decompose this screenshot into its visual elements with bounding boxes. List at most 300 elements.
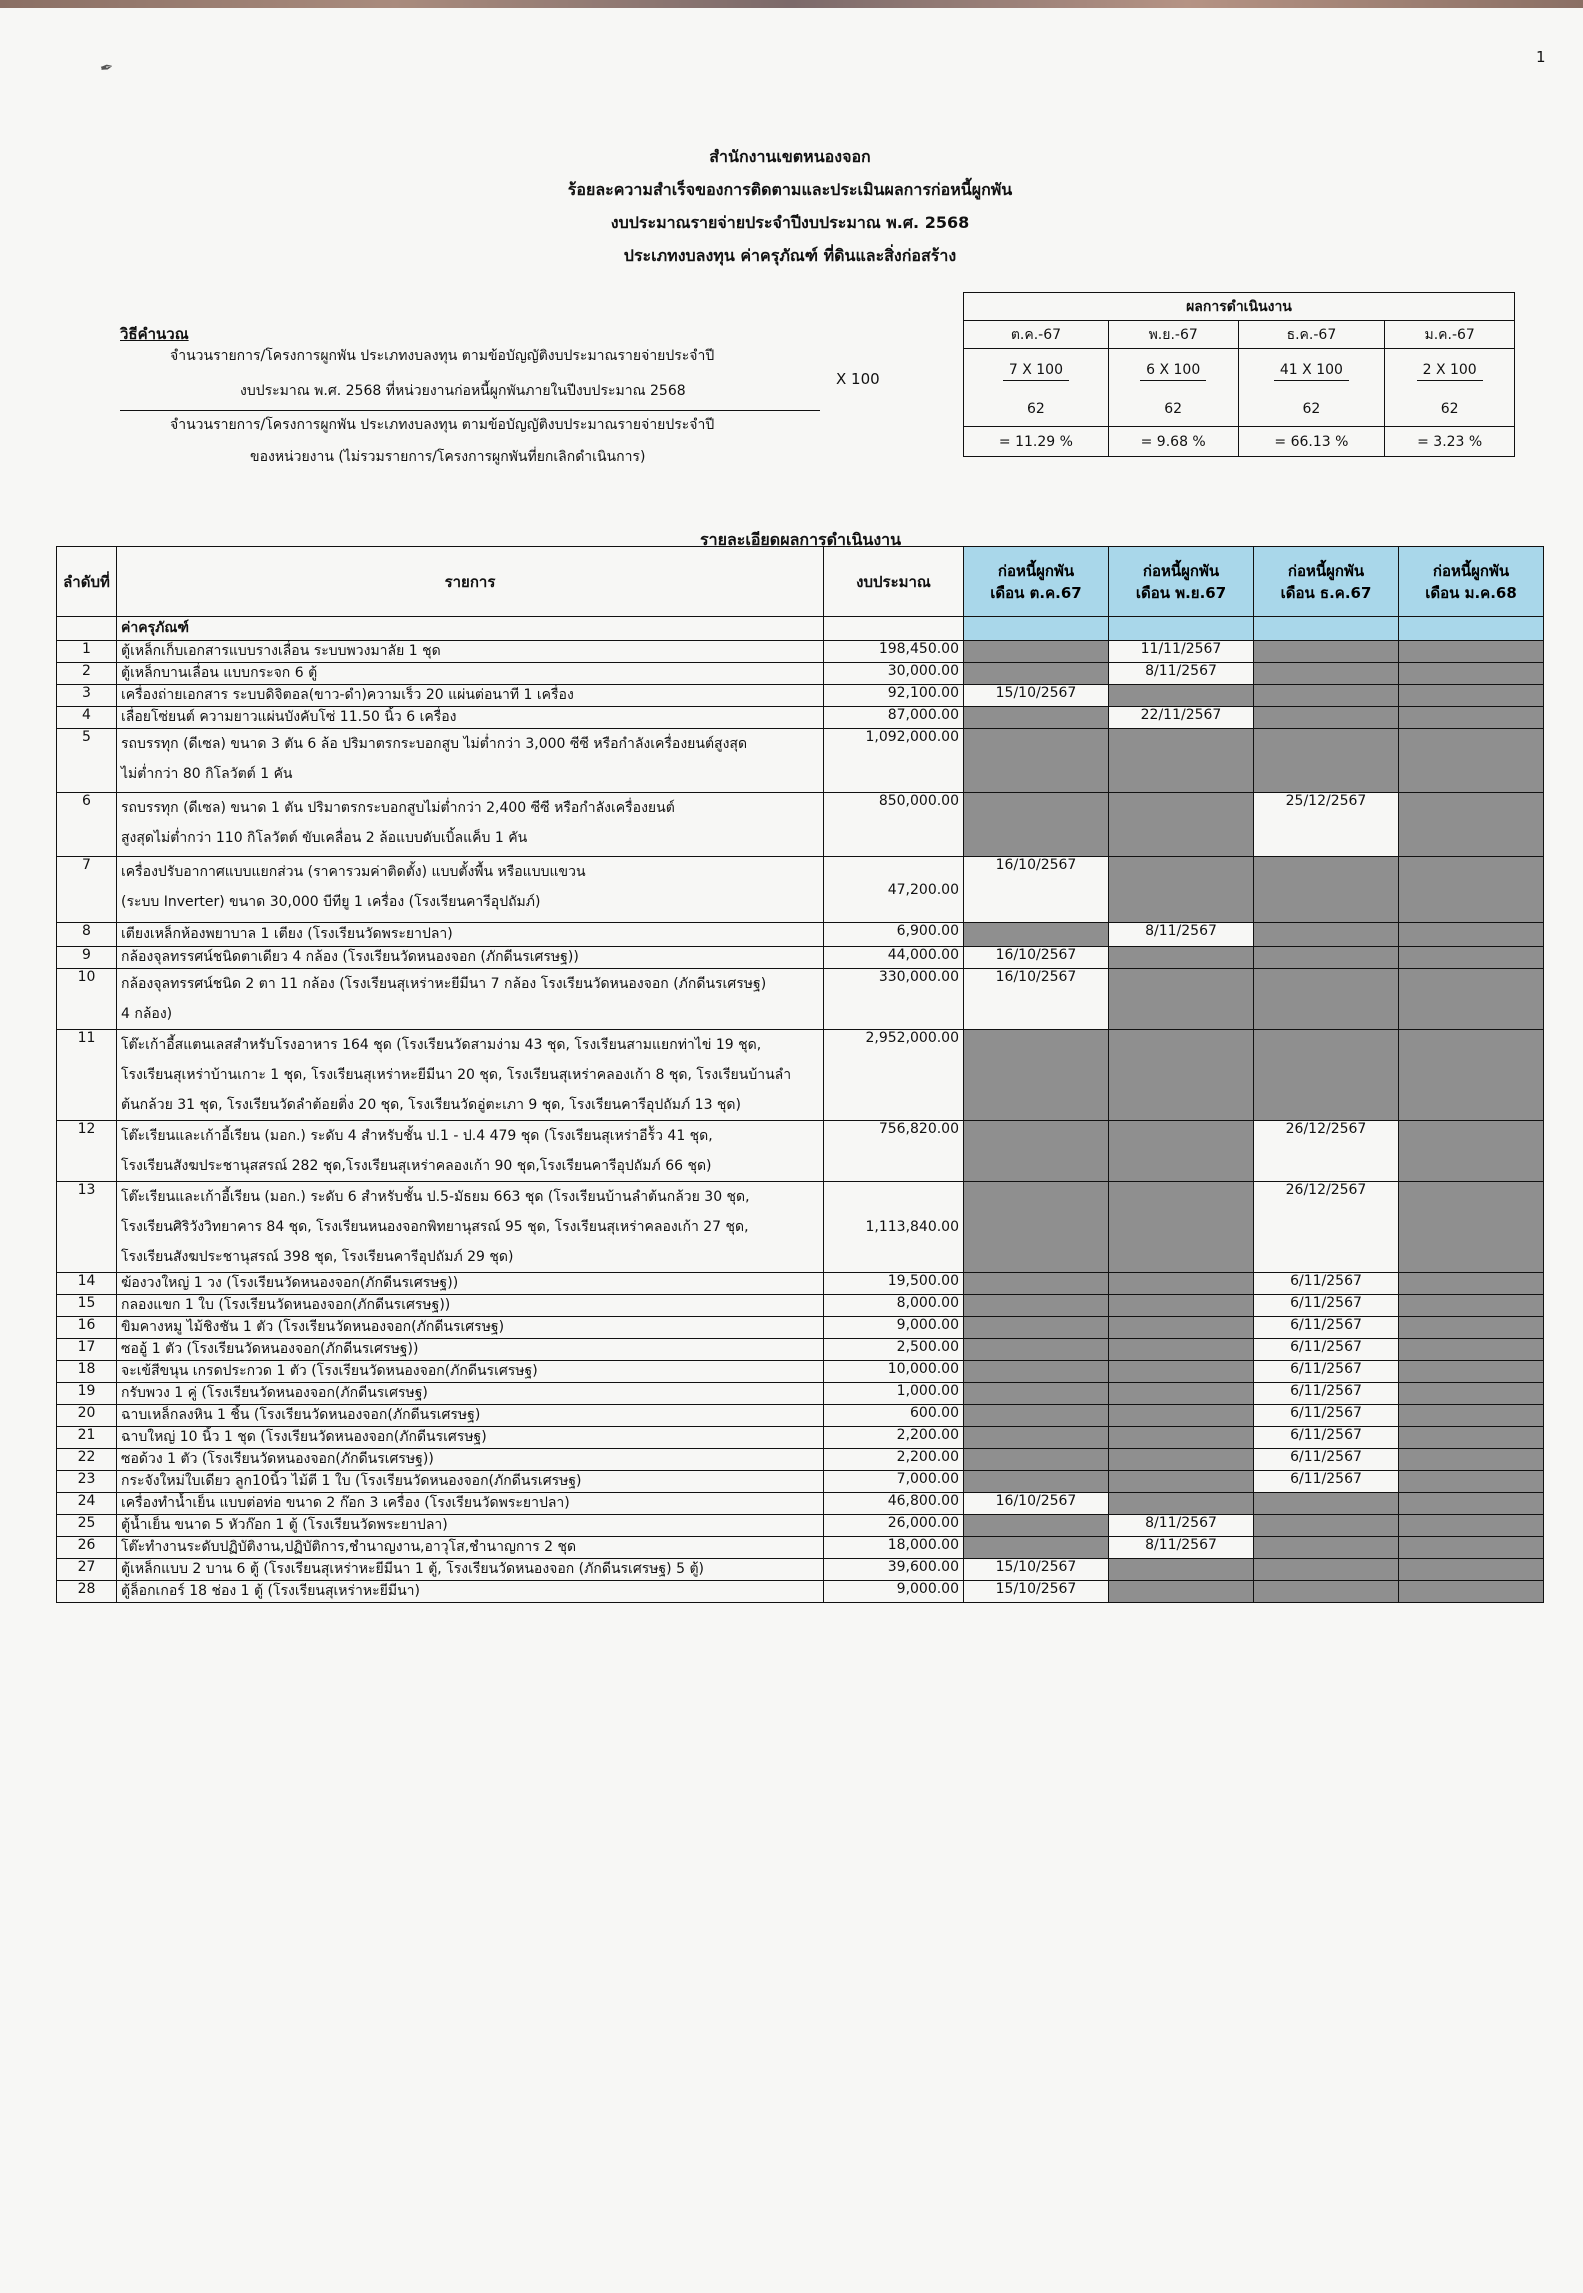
results-title: ผลการดำเนินงาน: [964, 293, 1515, 321]
table-row: [57, 1317, 1544, 1339]
row-item: [117, 793, 824, 857]
category-month-cell: [1109, 617, 1254, 641]
header-line-1: สำนักงานเขตหนองจอก: [709, 147, 871, 166]
row-item-line: ต้นกล้วย 31 ชุด, โรงเรียนวัดลำต้อยติ่ง 20 ชุด, โรงเรียนวัดอู่ตะเภา 9 ชุด, โรงเรียนคารีอุปถัมภ์ 13 ชุด): [121, 1097, 741, 1113]
results-month: ต.ค.-67: [964, 321, 1109, 349]
row-budget: 39,600.00: [824, 1559, 964, 1581]
row-item-line: กล้องจุลทรรศน์ชนิดตาเดียว 4 กล้อง (โรงเรียนวัดหนองจอก (ภักดีนรเศรษฐ)): [121, 949, 579, 965]
row-budget: 2,200.00: [824, 1427, 964, 1449]
header-line-3: งบประมาณรายจ่ายประจำปีงบประมาณ พ.ศ. 2568: [610, 213, 970, 232]
shaded-cell: [1399, 1339, 1544, 1361]
shaded-cell: [1399, 857, 1544, 923]
shaded-cell: [1109, 1361, 1254, 1383]
category-budget-cell: [824, 617, 964, 641]
row-number: 20: [57, 1405, 117, 1427]
shaded-cell: [1254, 707, 1399, 729]
shaded-cell: [1109, 857, 1254, 923]
row-item: [117, 857, 824, 923]
shaded-cell: [1399, 923, 1544, 947]
row-item-line: ซออู้ 1 ตัว (โรงเรียนวัดหนองจอก(ภักดีนรเศรษฐ)): [121, 1341, 419, 1357]
shaded-cell: [1254, 663, 1399, 685]
results-numerator: 2 X 100: [1417, 360, 1483, 381]
row-item-line: เลื่อยโซ่ยนต์ ความยาวแผ่นบังคับโซ่ 11.50 นิ้ว 6 เครื่อง: [121, 709, 457, 725]
row-budget: 2,500.00: [824, 1339, 964, 1361]
row-item-line: ขิมคางหมู ไม้ชิงชัน 1 ตัว (โรงเรียนวัดหนองจอก(ภักดีนรเศรษฐ): [121, 1319, 505, 1335]
results-month: ม.ค.-67: [1385, 321, 1515, 349]
calc-title: วิธีคำนวณ: [120, 325, 189, 343]
row-number: 21: [57, 1427, 117, 1449]
row-item-line: กระจังใหม่ใบเดียว ลูก10นิ้ว ไม้ตี 1 ใบ (โรงเรียนวัดหนองจอก(ภักดีนรเศรษฐ): [121, 1473, 582, 1489]
shaded-cell: [1399, 1405, 1544, 1427]
calc-multiplier: X 100: [836, 370, 880, 388]
row-budget: 330,000.00: [824, 969, 964, 1030]
shaded-cell: [1254, 969, 1399, 1030]
shaded-cell: [964, 1427, 1109, 1449]
row-item-line: (ระบบ Inverter) ขนาด 30,000 บีทียู 1 เครื่อง (โรงเรียนคารีอุปถัมภ์): [121, 894, 541, 910]
shaded-cell: [964, 1182, 1109, 1273]
row-item-line: โรงเรียนสุเหร่าบ้านเกาะ 1 ชุด, โรงเรียนสุเหร่าหะยีมีนา 20 ชุด, โรงเรียนสุเหร่าคลองเก้า 8 ชุด, โรงเรียนบ้านลำ: [121, 1067, 792, 1083]
shaded-cell: [964, 1030, 1109, 1121]
row-budget: 1,092,000.00: [824, 729, 964, 793]
table-row: [57, 1449, 1544, 1471]
row-commit-date: 6/11/2567: [1254, 1361, 1399, 1383]
table-row: [57, 1537, 1544, 1559]
row-item: [117, 685, 824, 707]
results-month: ธ.ค.-67: [1238, 321, 1385, 349]
results-numerator: 6 X 100: [1140, 360, 1206, 381]
category-label: ค่าครุภัณฑ์: [117, 617, 824, 641]
row-item-line: กลองแขก 1 ใบ (โรงเรียนวัดหนองจอก(ภักดีนรเศรษฐ)): [121, 1297, 451, 1313]
row-number: 11: [57, 1030, 117, 1121]
table-row: [57, 923, 1544, 947]
shaded-cell: [1254, 729, 1399, 793]
row-item-line: สูงสุดไม่ต่ำกว่า 110 กิโลวัตต์ ขับเคลื่อน 2 ล้อแบบดับเบิ้ลแค็บ 1 คัน: [121, 830, 528, 846]
row-commit-date: 16/10/2567: [964, 969, 1109, 1030]
table-row: [57, 1339, 1544, 1361]
table-row: [57, 1427, 1544, 1449]
shaded-cell: [964, 729, 1109, 793]
row-item-line: โต๊ะเก้าอี้สแตนเลสสำหรับโรงอาหาร 164 ชุด (โรงเรียนวัดสามง่าม 43 ชุด, โรงเรียนสามแยกท่าไข่ 19 ชุด,: [121, 1037, 762, 1053]
row-budget: 8,000.00: [824, 1295, 964, 1317]
results-month: พ.ย.-67: [1108, 321, 1238, 349]
header-line-4: ประเภทงบลงทุน ค่าครุภัณฑ์ ที่ดินและสิ่งก่อสร้าง: [623, 246, 957, 265]
table-row: [57, 793, 1544, 857]
shaded-cell: [1399, 1030, 1544, 1121]
shaded-cell: [1399, 1471, 1544, 1493]
row-budget: 44,000.00: [824, 947, 964, 969]
shaded-cell: [1399, 1427, 1544, 1449]
table-row: [57, 1559, 1544, 1581]
header-nov: ก่อหนี้ผูกพัน เดือน พ.ย.67: [1109, 547, 1254, 617]
row-budget: 756,820.00: [824, 1121, 964, 1182]
results-denominator: 62: [1108, 393, 1238, 427]
row-item-line: โรงเรียนศิริวังวิทยาคาร 84 ชุด, โรงเรียนหนองจอกพิทยานุสรณ์ 95 ชุด, โรงเรียนสุเหร่าคลองเก้า 27 ชุด,: [121, 1219, 749, 1235]
shaded-cell: [1109, 947, 1254, 969]
row-commit-date: 15/10/2567: [964, 1559, 1109, 1581]
row-budget: 47,200.00: [824, 857, 964, 923]
row-item: [117, 1361, 824, 1383]
shaded-cell: [964, 707, 1109, 729]
results-denominator: 62: [964, 393, 1109, 427]
row-item-line: โต๊ะเรียนและเก้าอี้เรียน (มอก.) ระดับ 6 สำหรับชั้น ป.5-มัธยม 663 ชุด (โรงเรียนบ้านลำต้นกล้วย 30 ชุด,: [121, 1189, 750, 1205]
shaded-cell: [964, 1449, 1109, 1471]
table-row: [57, 1273, 1544, 1295]
row-number: 28: [57, 1581, 117, 1603]
header-no: ลำดับที่: [57, 547, 117, 617]
row-item: [117, 1295, 824, 1317]
row-number: 14: [57, 1273, 117, 1295]
row-item: [117, 1449, 824, 1471]
shaded-cell: [1399, 1537, 1544, 1559]
row-item-line: ตู้น้ำเย็น ขนาด 5 หัวก๊อก 1 ตู้ (โรงเรียนวัดพระยาปลา): [121, 1517, 448, 1533]
row-number: 17: [57, 1339, 117, 1361]
table-row: [57, 1405, 1544, 1427]
shaded-cell: [1399, 1383, 1544, 1405]
shaded-cell: [964, 1515, 1109, 1537]
shaded-cell: [1254, 857, 1399, 923]
shaded-cell: [1109, 1559, 1254, 1581]
header-budget: งบประมาณ: [824, 547, 964, 617]
row-item-line: เครื่องถ่ายเอกสาร ระบบดิจิตอล(ขาว-ดำ)ความเร็ว 20 แผ่นต่อนาที 1 เครื่อง: [121, 687, 574, 703]
table-row: [57, 1515, 1544, 1537]
row-item: [117, 1471, 824, 1493]
row-commit-date: 11/11/2567: [1109, 641, 1254, 663]
row-commit-date: 16/10/2567: [964, 857, 1109, 923]
shaded-cell: [1399, 1121, 1544, 1182]
row-number: 26: [57, 1537, 117, 1559]
row-number: 9: [57, 947, 117, 969]
row-item: [117, 1559, 824, 1581]
shaded-cell: [1254, 923, 1399, 947]
row-item: [117, 947, 824, 969]
shaded-cell: [1254, 1493, 1399, 1515]
shaded-cell: [1109, 1427, 1254, 1449]
shaded-cell: [1254, 1559, 1399, 1581]
row-item-line: ซอด้วง 1 ตัว (โรงเรียนวัดหนองจอก(ภักดีนรเศรษฐ)): [121, 1451, 434, 1467]
results-denominator: 62: [1385, 393, 1515, 427]
shaded-cell: [1399, 1581, 1544, 1603]
shaded-cell: [1109, 685, 1254, 707]
row-budget: 87,000.00: [824, 707, 964, 729]
row-item-line: โต๊ะทำงานระดับปฏิบัติงาน,ปฏิบัติการ,ชำนาญงาน,อาวุโส,ชำนาญการ 2 ชุด: [121, 1539, 577, 1555]
table-row: [57, 1182, 1544, 1273]
row-commit-date: 16/10/2567: [964, 1493, 1109, 1515]
row-item-line: ฉาบใหญ่ 10 นิ้ว 1 ชุด (โรงเรียนวัดหนองจอก(ภักดีนรเศรษฐ): [121, 1429, 487, 1445]
row-item: [117, 1339, 824, 1361]
shaded-cell: [1109, 1121, 1254, 1182]
row-item: [117, 1427, 824, 1449]
row-commit-date: 6/11/2567: [1254, 1295, 1399, 1317]
row-item: [117, 707, 824, 729]
row-commit-date: 8/11/2567: [1109, 923, 1254, 947]
row-commit-date: 8/11/2567: [1109, 1515, 1254, 1537]
shaded-cell: [964, 1361, 1109, 1383]
shaded-cell: [1109, 1182, 1254, 1273]
table-row: [57, 1383, 1544, 1405]
shaded-cell: [1254, 947, 1399, 969]
table-row: [57, 1361, 1544, 1383]
shaded-cell: [1399, 1317, 1544, 1339]
shaded-cell: [964, 1471, 1109, 1493]
row-item-line: รถบรรทุก (ดีเซล) ขนาด 3 ตัน 6 ล้อ ปริมาตรกระบอกสูบ ไม่ต่ำกว่า 3,000 ซีซี หรือกำลังเครื่องยนต์สูงสุด: [121, 736, 748, 752]
table-row: [57, 1493, 1544, 1515]
shaded-cell: [1109, 1339, 1254, 1361]
shaded-cell: [964, 1537, 1109, 1559]
row-number: 10: [57, 969, 117, 1030]
row-commit-date: 6/11/2567: [1254, 1405, 1399, 1427]
row-budget: 9,000.00: [824, 1581, 964, 1603]
row-item-line: ฆ้องวงใหญ่ 1 วง (โรงเรียนวัดหนองจอก(ภักดีนรเศรษฐ)): [121, 1275, 459, 1291]
row-commit-date: 22/11/2567: [1109, 707, 1254, 729]
row-number: 5: [57, 729, 117, 793]
shaded-cell: [1399, 1515, 1544, 1537]
table-row: [57, 1295, 1544, 1317]
row-item-line: รถบรรทุก (ดีเซล) ขนาด 1 ตัน ปริมาตรกระบอกสูบไม่ต่ำกว่า 2,400 ซีซี หรือกำลังเครื่องยนต์: [121, 800, 675, 816]
shaded-cell: [964, 1317, 1109, 1339]
shaded-cell: [1399, 969, 1544, 1030]
shaded-cell: [1254, 1030, 1399, 1121]
row-item-line: ไม่ต่ำกว่า 80 กิโลวัตต์ 1 คัน: [121, 766, 293, 782]
row-item: [117, 1405, 824, 1427]
header-dec: ก่อหนี้ผูกพัน เดือน ธ.ค.67: [1254, 547, 1399, 617]
shaded-cell: [1399, 947, 1544, 969]
category-month-cell: [964, 617, 1109, 641]
shaded-cell: [1399, 1182, 1544, 1273]
row-number: 7: [57, 857, 117, 923]
row-item-line: เตียงเหล็กห้องพยาบาล 1 เตียง (โรงเรียนวัดพระยาปลา): [121, 926, 453, 942]
row-item-line: กรับพวง 1 คู่ (โรงเรียนวัดหนองจอก(ภักดีนรเศรษฐ): [121, 1385, 428, 1401]
results-percent: = 3.23 %: [1385, 427, 1515, 457]
shaded-cell: [1109, 1383, 1254, 1405]
shaded-cell: [964, 1383, 1109, 1405]
category-month-cell: [1399, 617, 1544, 641]
row-item-line: เครื่องทำน้ำเย็น แบบต่อท่อ ขนาด 2 ก๊อก 3 เครื่อง (โรงเรียนวัดพระยาปลา): [121, 1495, 570, 1511]
shaded-cell: [1399, 707, 1544, 729]
shaded-cell: [964, 1405, 1109, 1427]
row-commit-date: 6/11/2567: [1254, 1339, 1399, 1361]
shaded-cell: [1109, 969, 1254, 1030]
row-number: 23: [57, 1471, 117, 1493]
category-no-cell: [57, 617, 117, 641]
shaded-cell: [964, 663, 1109, 685]
shaded-cell: [1109, 1317, 1254, 1339]
row-item-line: ตู้เหล็กเก็บเอกสารแบบรางเลื่อน ระบบพวงมาลัย 1 ชุด: [121, 643, 441, 659]
table-row: [57, 729, 1544, 793]
row-budget: 9,000.00: [824, 1317, 964, 1339]
results-percent: = 11.29 %: [964, 427, 1109, 457]
row-number: 1: [57, 641, 117, 663]
row-item-line: ตู้เหล็กบานเลื่อน แบบกระจก 6 ตู้: [121, 665, 318, 681]
row-budget: 1,113,840.00: [824, 1182, 964, 1273]
row-commit-date: 6/11/2567: [1254, 1427, 1399, 1449]
row-item: [117, 641, 824, 663]
fraction-bar: [120, 410, 820, 411]
row-number: 22: [57, 1449, 117, 1471]
page-number: 1: [1536, 48, 1546, 66]
row-item-line: ตู้เหล็กแบบ 2 บาน 6 ตู้ (โรงเรียนสุเหร่าหะยีมีนา 1 ตู้, โรงเรียนวัดหนองจอก (ภักดีนรเศรษฐ) 5 ตู้): [121, 1561, 705, 1577]
row-item: [117, 1581, 824, 1603]
table-row: [57, 707, 1544, 729]
shaded-cell: [1109, 1030, 1254, 1121]
shaded-cell: [1399, 685, 1544, 707]
table-row: [57, 857, 1544, 923]
row-item: [117, 1182, 824, 1273]
row-number: 15: [57, 1295, 117, 1317]
results-percent: = 66.13 %: [1238, 427, 1385, 457]
detail-table: [56, 546, 1544, 1603]
shaded-cell: [1399, 663, 1544, 685]
row-item: [117, 1121, 824, 1182]
results-denominator: 62: [1238, 393, 1385, 427]
header-oct: ก่อหนี้ผูกพัน เดือน ต.ค.67: [964, 547, 1109, 617]
row-item-line: ตู้ล็อกเกอร์ 18 ช่อง 1 ตู้ (โรงเรียนสุเหร่าหะยีมีนา): [121, 1583, 420, 1599]
row-number: 16: [57, 1317, 117, 1339]
row-item: [117, 1030, 824, 1121]
row-item: [117, 729, 824, 793]
shaded-cell: [1109, 1295, 1254, 1317]
row-item-line: 4 กล้อง): [121, 1006, 173, 1022]
shaded-cell: [1109, 793, 1254, 857]
row-budget: 2,200.00: [824, 1449, 964, 1471]
row-budget: 6,900.00: [824, 923, 964, 947]
row-item-line: จะเข้สีขนุน เกรดประกวด 1 ตัว (โรงเรียนวัดหนองจอก(ภักดีนรเศรษฐ): [121, 1363, 538, 1379]
table-row: [57, 1121, 1544, 1182]
row-budget: 1,000.00: [824, 1383, 964, 1405]
row-number: 27: [57, 1559, 117, 1581]
row-budget: 46,800.00: [824, 1493, 964, 1515]
shaded-cell: [964, 1121, 1109, 1182]
row-commit-date: 6/11/2567: [1254, 1449, 1399, 1471]
shaded-cell: [1399, 1295, 1544, 1317]
row-budget: 2,952,000.00: [824, 1030, 964, 1121]
shaded-cell: [1109, 1405, 1254, 1427]
row-commit-date: 6/11/2567: [1254, 1273, 1399, 1295]
table-row: [57, 641, 1544, 663]
row-budget: 600.00: [824, 1405, 964, 1427]
row-item-line: กล้องจุลทรรศน์ชนิด 2 ตา 11 กล้อง (โรงเรียนสุเหร่าหะยีมีนา 7 กล้อง โรงเรียนวัดหนองจอก (ภักดีนรเศรษฐ): [121, 976, 767, 992]
row-budget: 92,100.00: [824, 685, 964, 707]
row-item: [117, 1537, 824, 1559]
row-commit-date: 15/10/2567: [964, 1581, 1109, 1603]
shaded-cell: [1254, 1515, 1399, 1537]
row-commit-date: 8/11/2567: [1109, 663, 1254, 685]
row-commit-date: 26/12/2567: [1254, 1121, 1399, 1182]
shaded-cell: [964, 1273, 1109, 1295]
results-table: [963, 292, 1515, 457]
row-number: 13: [57, 1182, 117, 1273]
row-item: [117, 1493, 824, 1515]
row-item-line: เครื่องปรับอากาศแบบแยกส่วน (ราคารวมค่าติดตั้ง) แบบตั้งพื้น หรือแบบแขวน: [121, 864, 586, 880]
row-number: 8: [57, 923, 117, 947]
scan-mark: ✒: [98, 56, 116, 79]
results-numerator: 7 X 100: [1003, 360, 1069, 381]
row-number: 24: [57, 1493, 117, 1515]
row-commit-date: 15/10/2567: [964, 685, 1109, 707]
calc-denominator-1: จำนวนรายการ/โครงการผูกพัน ประเภทงบลงทุน ตามข้อบัญญัติงบประมาณรายจ่ายประจำปี: [170, 417, 715, 433]
shaded-cell: [1109, 1273, 1254, 1295]
row-item: [117, 923, 824, 947]
table-row: [57, 685, 1544, 707]
row-number: 3: [57, 685, 117, 707]
row-number: 6: [57, 793, 117, 857]
row-number: 25: [57, 1515, 117, 1537]
table-row: [57, 1581, 1544, 1603]
shaded-cell: [964, 923, 1109, 947]
shaded-cell: [1109, 729, 1254, 793]
shaded-cell: [964, 641, 1109, 663]
results-percent: = 9.68 %: [1108, 427, 1238, 457]
row-commit-date: 16/10/2567: [964, 947, 1109, 969]
row-item-line: โต๊ะเรียนและเก้าอี้เรียน (มอก.) ระดับ 4 สำหรับชั้น ป.1 - ป.4 479 ชุด (โรงเรียนสุเหร่าอีร้ัว 41 ชุด,: [121, 1128, 713, 1144]
shaded-cell: [1399, 1273, 1544, 1295]
shaded-cell: [1254, 685, 1399, 707]
scan-top-edge: [0, 0, 1583, 8]
shaded-cell: [1399, 1361, 1544, 1383]
row-number: 12: [57, 1121, 117, 1182]
calc-numerator-2: งบประมาณ พ.ศ. 2568 ที่หน่วยงานก่อหนี้ผูกพันภายในปีงบประมาณ 2568: [240, 383, 686, 399]
row-item: [117, 1515, 824, 1537]
results-numerator: 41 X 100: [1274, 360, 1349, 381]
shaded-cell: [964, 793, 1109, 857]
row-item: [117, 663, 824, 685]
row-budget: 30,000.00: [824, 663, 964, 685]
shaded-cell: [1399, 793, 1544, 857]
row-number: 19: [57, 1383, 117, 1405]
header-jan: ก่อหนี้ผูกพัน เดือน ม.ค.68: [1399, 547, 1544, 617]
row-budget: 10,000.00: [824, 1361, 964, 1383]
calc-denominator-2: ของหน่วยงาน (ไม่รวมรายการ/โครงการผูกพันที่ยกเลิกดำเนินการ): [250, 449, 646, 465]
row-item: [117, 1383, 824, 1405]
row-budget: 850,000.00: [824, 793, 964, 857]
shaded-cell: [1254, 1537, 1399, 1559]
category-month-cell: [1254, 617, 1399, 641]
shaded-cell: [1254, 641, 1399, 663]
shaded-cell: [1399, 1559, 1544, 1581]
shaded-cell: [1109, 1449, 1254, 1471]
row-budget: 7,000.00: [824, 1471, 964, 1493]
shaded-cell: [1254, 1581, 1399, 1603]
shaded-cell: [1109, 1471, 1254, 1493]
shaded-cell: [1109, 1493, 1254, 1515]
shaded-cell: [1399, 641, 1544, 663]
detail-title: รายละเอียดผลการดำเนินงาน: [700, 530, 902, 549]
row-budget: 19,500.00: [824, 1273, 964, 1295]
row-number: 2: [57, 663, 117, 685]
table-row: [57, 947, 1544, 969]
row-budget: 198,450.00: [824, 641, 964, 663]
row-commit-date: 6/11/2567: [1254, 1317, 1399, 1339]
header-line-2: ร้อยละความสำเร็จของการติดตามและประเมินผลการก่อหนี้ผูกพัน: [567, 180, 1013, 199]
shaded-cell: [1109, 1581, 1254, 1603]
shaded-cell: [964, 1339, 1109, 1361]
row-item: [117, 969, 824, 1030]
shaded-cell: [1399, 1493, 1544, 1515]
table-row: [57, 1471, 1544, 1493]
table-row: [57, 1030, 1544, 1121]
table-row: [57, 663, 1544, 685]
row-commit-date: 6/11/2567: [1254, 1383, 1399, 1405]
row-number: 18: [57, 1361, 117, 1383]
row-commit-date: 6/11/2567: [1254, 1471, 1399, 1493]
table-row: [57, 969, 1544, 1030]
calc-numerator-1: จำนวนรายการ/โครงการผูกพัน ประเภทงบลงทุน ตามข้อบัญญัติงบประมาณรายจ่ายประจำปี: [170, 348, 715, 364]
row-item-line: โรงเรียนสังฆประชานุสรณ์ 398 ชุด, โรงเรียนคารีอุปถัมภ์ 29 ชุด): [121, 1249, 514, 1265]
shaded-cell: [1399, 1449, 1544, 1471]
shaded-cell: [1399, 729, 1544, 793]
row-item-line: โรงเรียนสังฆประชานุสสรณ์ 282 ชุด,โรงเรียนสุเหร่าคลองเก้า 90 ชุด,โรงเรียนคารีอุปถัมภ์ 66 ชุด): [121, 1158, 712, 1174]
row-item: [117, 1317, 824, 1339]
row-item-line: ฉาบเหล็กลงหิน 1 ชิ้น (โรงเรียนวัดหนองจอก(ภักดีนรเศรษฐ): [121, 1407, 481, 1423]
